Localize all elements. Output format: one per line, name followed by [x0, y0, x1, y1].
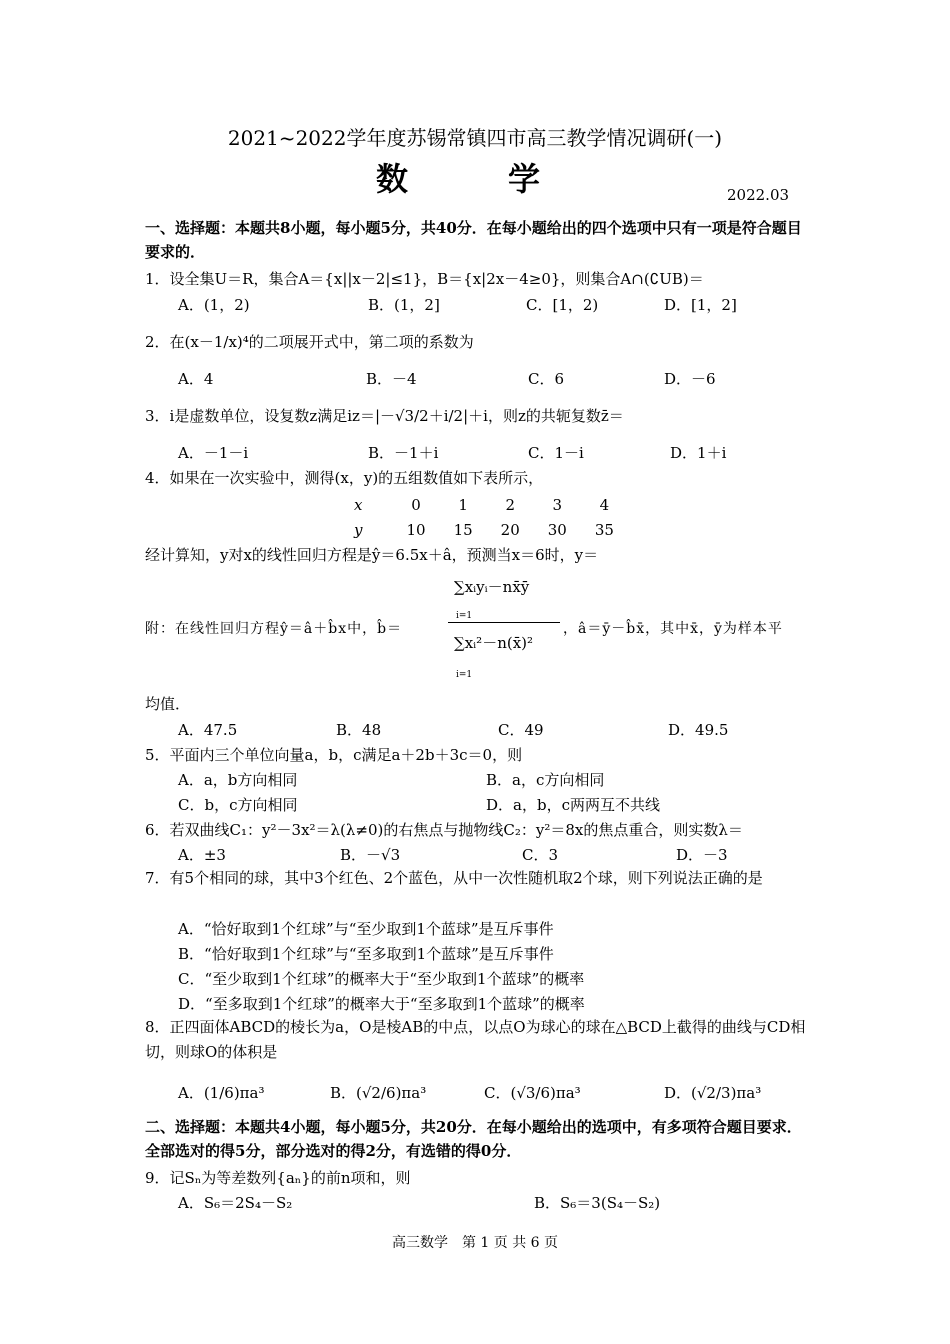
table-cell: 3 [552, 495, 563, 514]
formula-numerator: ∑xᵢyᵢ－nx̄ȳ [454, 578, 530, 596]
q6-option-a: A．±3 [178, 846, 226, 864]
q2-stem: 2．在(x－1/x)⁴的二项展开式中，第二项的系数为 [145, 333, 474, 351]
q3-option-d: D．1＋i [670, 444, 727, 462]
q1-option-a: A．(1，2) [178, 296, 250, 314]
table-row [340, 517, 628, 542]
table-cell: 1 [458, 495, 468, 514]
q2-option-b: B．－4 [366, 370, 417, 388]
table-cell: 0 [411, 495, 421, 514]
q5-option-a: A．a，b方向相同 [178, 771, 298, 789]
table-cell: 20 [500, 520, 520, 539]
q1-option-d: D．[1，2] [664, 296, 737, 314]
q4-data-table [340, 492, 628, 542]
q2-option-c: C．6 [528, 370, 565, 388]
section1-heading: 一、选择题：本题共8小题，每小题5分，共40分．在每小题给出的四个选项中只有一项是符合题目要求的． [145, 219, 802, 261]
q4-option-c: C．49 [498, 721, 544, 739]
q8-option-d: D．(√2/3)πa³ [664, 1084, 762, 1102]
table-row [340, 492, 628, 517]
q2-option-a: A．4 [178, 370, 214, 388]
q3-option-c: C．1－i [528, 444, 584, 462]
page-footer: 高三数学 第 1 页 共 6 页 [391, 1235, 559, 1251]
table-cell: 35 [594, 520, 614, 539]
q7-stem: 7．有5个相同的球，其中3个红色、2个蓝色，从中一次性随机取2个球，则下列说法正确的是 [145, 869, 763, 887]
q6-option-b: B．－√3 [340, 846, 401, 864]
q5-option-d: D．a，b，c两两互不共线 [486, 796, 660, 814]
q5-option-b: B．a，c方向相同 [486, 771, 605, 789]
exam-title: 2021~2022学年度苏锡常镇四市高三教学情况调研(一) [227, 126, 723, 150]
exam-date: 2022.03 [727, 186, 790, 204]
formula-index: i=1 [456, 611, 473, 621]
table-cell: x [354, 495, 363, 514]
q7-option-b: B．“恰好取到1个红球”与“至多取到1个蓝球”是互斥事件 [178, 945, 554, 963]
q1-stem: 1．设全集U＝R，集合A＝{x||x－2|≤1}，B＝{x|2x－4≥0}，则集合A∩(∁UB)＝ [145, 270, 704, 288]
q3-option-a: A．－1－i [178, 444, 249, 462]
formula-index: i=1 [456, 670, 473, 680]
q7-option-d: D．“至多取到1个红球”的概率大于“至多取到1个蓝球”的概率 [178, 995, 585, 1013]
q6-stem: 6．若双曲线C₁：y²－3x²＝λ(λ≠0)的右焦点与抛物线C₂：y²＝8x的焦点重合，则实数λ＝ [145, 821, 743, 839]
q9-option-b: B．S₆＝3(S₄－S₂) [534, 1194, 661, 1212]
q3-stem: 3．i是虚数单位，设复数z满足iz＝|－√3/2＋i/2|＋i，则z的共轭复数z̄＝ [145, 407, 624, 425]
q4-note2: ，â＝ȳ－b̂x̄，其中x̄，ȳ为样本平 [563, 621, 783, 637]
q1-option-b: B．(1，2] [368, 296, 440, 314]
subject-title: 数 学 [375, 160, 574, 198]
q4-option-a: A．47.5 [178, 721, 238, 739]
table-cell: 30 [547, 520, 567, 539]
q8-stem: 8．正四面体ABCD的棱长为a，O是棱AB的中点，以点O为球心的球在△BCD上截得的曲线与CD相切，则球O的体积是 [145, 1018, 806, 1061]
table-cell: 15 [453, 520, 473, 539]
q4-option-d: D．49.5 [668, 721, 729, 739]
table-cell: y [354, 520, 363, 539]
q8-option-c: C．(√3/6)πa³ [484, 1084, 581, 1102]
q6-option-c: C．3 [522, 846, 559, 864]
formula-denominator: ∑xᵢ²－n(x̄)² [454, 634, 534, 652]
q7-option-a: A．“恰好取到1个红球”与“至少取到1个蓝球”是互斥事件 [178, 920, 554, 938]
table-cell: 2 [505, 495, 515, 514]
q9-stem: 9．记Sₙ为等差数列{aₙ}的前n项和，则 [145, 1169, 411, 1187]
table-cell: 10 [406, 520, 426, 539]
q2-option-d: D．－6 [664, 370, 716, 388]
q4-note3: 均值． [145, 695, 191, 713]
q9-option-a: A．S₆＝2S₄－S₂ [178, 1194, 293, 1212]
q4-stem: 4．如果在一次实验中，测得(x，y)的五组数值如下表所示， [145, 469, 544, 487]
q5-option-c: C．b，c方向相同 [178, 796, 298, 814]
q5-stem: 5．平面内三个单位向量a，b，c满足a＋2b＋3c＝0，则 [145, 746, 523, 764]
q4-stem2: 经计算知，y对x的线性回归方程是ŷ＝6.5x＋â，预测当x＝6时，y＝ [145, 546, 599, 564]
q3-option-b: B．－1＋i [368, 444, 439, 462]
q8-option-b: B．(√2/6)πa³ [330, 1084, 427, 1102]
q1-option-c: C．[1，2) [526, 296, 599, 314]
q7-option-c: C．“至少取到1个红球”的概率大于“至少取到1个蓝球”的概率 [178, 970, 585, 988]
table-cell: 4 [599, 495, 610, 514]
q8-option-a: A．(1/6)πa³ [178, 1084, 265, 1102]
fraction-bar [448, 622, 560, 623]
section2-heading: 二、选择题：本题共4小题，每小题5分，共20分．在每小题给出的选项中，有多项符合题目要求．全部选对的得5分，部分选对的得2分，有选错的得0分． [145, 1118, 802, 1160]
q4-option-b: B．48 [336, 721, 382, 739]
q6-option-d: D．－3 [676, 846, 728, 864]
q4-note: 附：在线性回归方程ŷ＝â＋b̂x中，b̂＝ [145, 621, 403, 637]
